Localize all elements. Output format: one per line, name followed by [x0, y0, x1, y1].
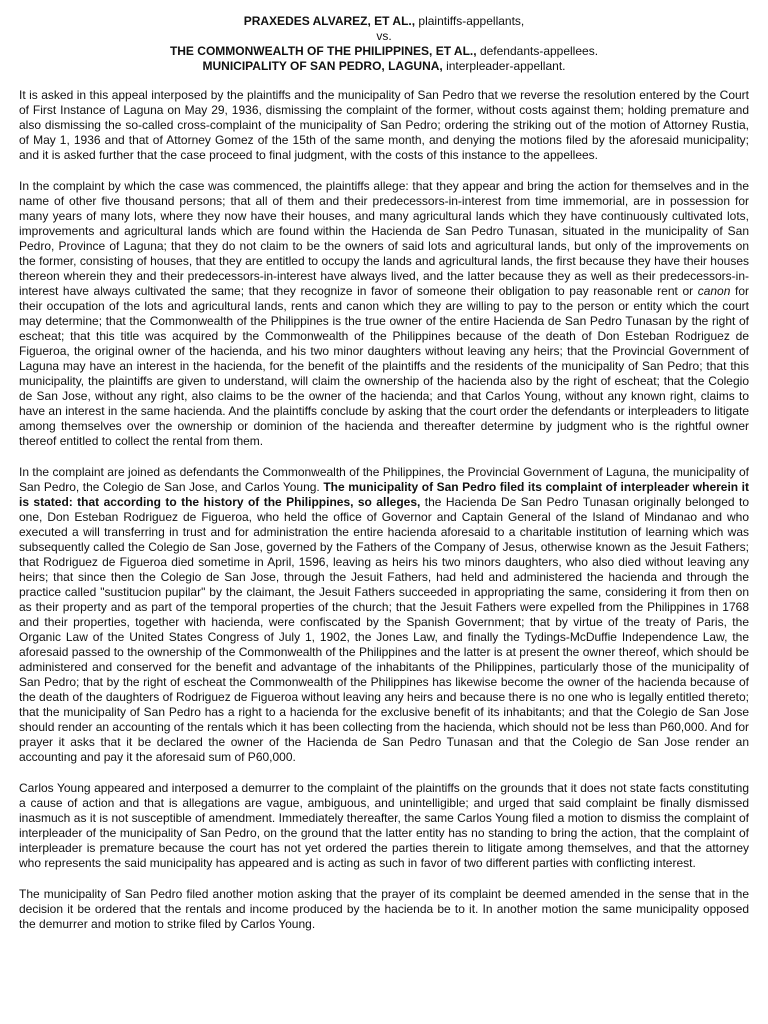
plaintiffs-role: plaintiffs-appellants,: [415, 14, 525, 28]
paragraph-text: In the complaint are joined as defendants the Commonwealth of the Philippines, the Provincial Government of Laguna, the municipality of San Pedro, the Colegio de San Jose, and Carlos Young.: [19, 465, 749, 494]
caption-plaintiffs-line: [19, 14, 749, 29]
interpleader-role: interpleader-appellant.: [442, 59, 566, 73]
plaintiffs-name: PRAXEDES ALVAREZ, ET AL.,: [243, 14, 416, 28]
paragraph-demurrer: Carlos Young appeared and interposed a demurrer to the complaint of the plaintiffs on the grounds that it does not state facts constituting a cause of action and that is allegations are vague, ambiguous, and unintelligible; and urged that said complaint be finally dismissed inasmuch as it is not susceptible of amendment. Immediately thereafter, the same Carlos Young filed a motion to dismiss the complaint of interpleader of the municipality of San Pedro, on the ground that the latter entity has no standing to bring the action, that the complaint of interpleader is premature because the court has not yet ordered the parties therein to litigate among themselves, and that the attorney who represents the said municipality has appeared and is acting as such in favor of two different parties with conflicting interest.: [19, 781, 749, 870]
paragraph-appeal: It is asked in this appeal interposed by the plaintiffs and the municipality of San Pedro that we reverse the resolution entered by the Court of First Instance of Laguna on May 29, 1936, dismissing the complaint of the former, without costs against them; holding premature and also dismissing the so-called cross-complaint of the municipality of San Pedro; ordering the striking out of the motion of Attorney Rustia, of May 1, 1936 and that of Attorney Gomez of the 15th of the same month, and denying the motions filed by the aforesaid municipality; and it is asked further that the case proceed to final judgment, with the costs of this instance to the appellees.: [19, 88, 749, 162]
paragraph-interpleader-complaint: [19, 465, 749, 765]
defendants-name: THE COMMONWEALTH OF THE PHILIPPINES, ET AL.,: [169, 44, 477, 58]
paragraph-text: for their occupation of the lots and agricultural lands, rents and canon which they are willing to pay to the person or entity which the court may determine; that the Commonwealth of the Philippines is the true owner of the entire Hacienda de San Pedro Tunasan by the right of escheat; that this title was acquired by the Commonwealth of the Philippines because of the death of Don Esteban Rodriguez de Figueroa, the original owner of the hacienda, and his two minor daughters without leaving any heirs; that the Provincial Government of Laguna may have an interest in the hacienda, for the benefit of the plaintiffs and the residents of the municipality of San Pedro; that this municipality, the plaintiffs are given to understand, will claim the ownership of the hacienda also by the right of escheat; that the Colegio de San Jose, without any right, also claims to be the owner of the hacienda; and that Carlos Young, without any known right, claims to have an interest in the same hacienda. And the plaintiffs conclude by asking that the court order the defendants or interpleaders to litigate among themselves over the ownership or dominion of the hacienda and thereafter determine by judgment who is the rightful owner thereof entitled to collect the rental from them.: [19, 284, 749, 448]
paragraph-municipality-motion: The municipality of San Pedro filed another motion asking that the prayer of its complaint be deemed amended in the sense that in the decision it be ordered that the rentals and income produced by the hacienda be to it. In another motion the same municipality opposed the demurrer and motion to strike filed by Carlos Young.: [19, 887, 749, 931]
bold-excerpt: The municipality of San Pedro filed its complaint of interpleader wherein it is stated: that according to the history of the Philippines, so alleges,: [19, 480, 750, 509]
paragraph-text: the Hacienda De San Pedro Tunasan originally belonged to one, Don Esteban Rodriguez de Figueroa, who held the office of Governor and Captain General of the Island of Mindanao and who executed a will transferring in trust and for administration the entire hacienda aforesaid to a charitable institution of learning which was subsequently called the Colegio de San Jose, governed by the Fathers of the Company of Jesus, otherwise known as the Jesuit Fathers; that Rodriguez de Figueroa died sometime in April, 1596, leaving as heirs his two minors daughters, who also died without leaving any heirs; that since then the Colegio de San Jose, through the Jesuit Fathers, had held and administered the hacienda and through the practice called "sustitucion pupilar" by the claimant, the Jesuit Fathers succeeded in appropriating the same, considering it from then on as their property and as part of the temporal properties of the church; that the Jesuit Fathers were expelled from the Philippines in 1768 and their properties, together with hacienda, were confiscated by the Spanish Government; that by virtue of the treaty of Paris, the Organic Law of the United States Congress of July 1, 1902, the Jones Law, and finally the Tydings-McDuffie Independence Law, the aforesaid passed to the ownership of the Commonwealth of the Philippines and the latter is at present the owner thereof, which should be administered and conserved for the benefit and advantage of the inhabitants of the Philippines, particularly those of the municipality of San Pedro; that by the right of escheat the Commonwealth of the Philippines has likewise become the owner of the hacienda because of the death of the daughters of Rodriguez de Figueroa without leaving any heirs and because there is no one who is legally entitled thereto; that the municipality of San Pedro has a right to a hacienda for the exclusive benefit of its inhabitants; and that the Colegio de San Jose should render an accounting of the rentals which it has been collecting from the hacienda, which should not be less than P60,000. And for prayer it asks that it be declared the owner of the Hacienda de San Pedro Tunasan and that the Colegio de San Jose render an accounting and pay it the aforesaid sum of P60,000.: [19, 495, 749, 764]
paragraph-text: In the complaint by which the case was commenced, the plaintiffs allege: that they appear and bring the action for themselves and in the name of other five thousand persons; that all of them and their predecessors-in-interest from time immemorial, are in possession for many years of many lots, where they now have their houses, and many agricultural lands which they have continuously cultivated lots, improvements and agricultural lands which are found within the Hacienda de San Pedro Tunasan, situated in the municipality of San Pedro, Province of Laguna; that they do not claim to be the owners of said lots and agricultural lands, but only of the improvements on the former, consisting of houses, that they are entitled to occupy the lands and agricultural lands, the first because they have their houses thereon wherein they and their predecessors-in-interest have always lived, and the latter because they as well as their predecessors-in-interest have always cultivated the same; that they recognize in favor of someone their obligation to pay reasonable rent or: [19, 179, 749, 298]
interpleader-name: MUNICIPALITY OF SAN PEDRO, LAGUNA,: [202, 59, 443, 73]
caption-interpleader-line: [19, 59, 749, 74]
case-caption: [19, 14, 749, 74]
document-page: [19, 14, 749, 948]
paragraph-plaintiffs-complaint: [19, 179, 749, 449]
caption-defendants-line: [19, 44, 749, 59]
defendants-role: defendants-appellees.: [476, 44, 599, 58]
caption-versus: vs.: [376, 29, 392, 43]
italic-term: canon: [697, 284, 731, 298]
